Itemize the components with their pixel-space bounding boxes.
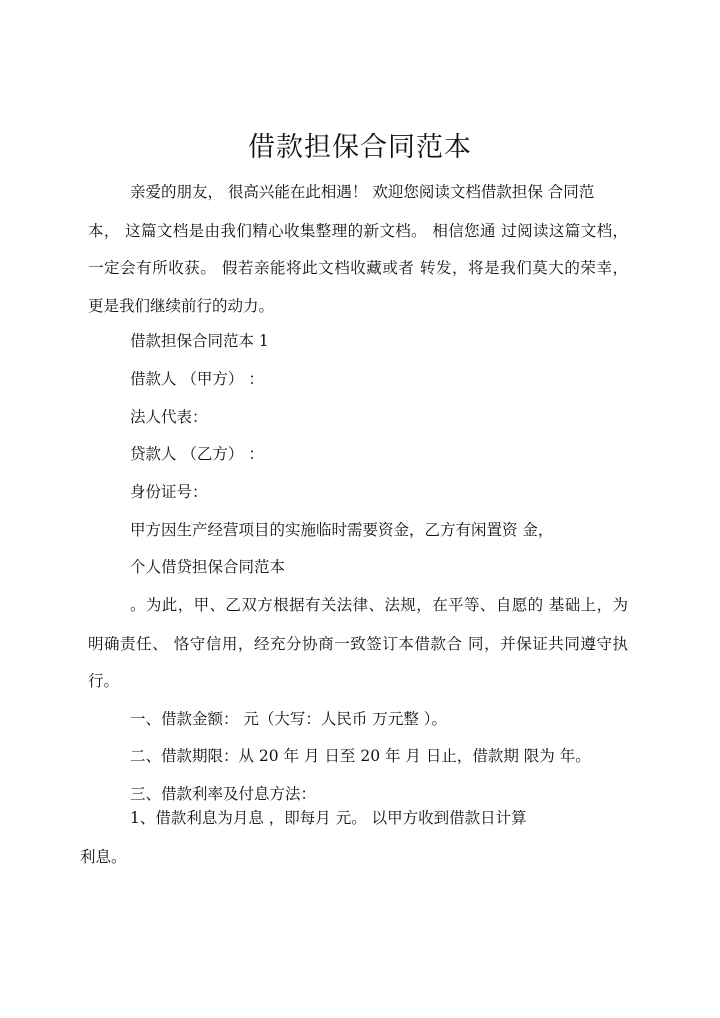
contract-name-line: 个人借贷担保合同范本	[130, 558, 286, 576]
preamble-line-1: 。为此，甲、乙双方根据有关法律、法规，在平等、自愿的 基础上，为	[130, 596, 628, 614]
preamble-line-2: 明确责任、 恪守信用，经充分协商一致签订本借款合 同，并保证共同遵守执	[88, 635, 628, 653]
context-line: 甲方因生产经营项目的实施临时需要资金，乙方有闲置资 金，	[130, 521, 554, 539]
clause-3-1-continuation: 利息。	[80, 848, 127, 866]
intro-line-4: 更是我们继续前行的动力。	[88, 297, 275, 315]
intro-line-2: 本， 这篇文档是由我们精心收集整理的新文档。 相信您通 过阅读这篇文档，	[88, 222, 628, 240]
intro-line-1: 亲爱的朋友， 很高兴能在此相遇！ 欢迎您阅读文档借款担保 合同范	[130, 183, 595, 201]
lender-line: 贷款人 （乙方） ：	[130, 445, 264, 463]
contract-subtitle: 借款担保合同范本 1	[130, 332, 269, 350]
clause-1: 一、借款金额： 元（大写：人民币 万元整 ）。	[130, 710, 448, 728]
id-number-line: 身份证号：	[130, 483, 208, 501]
clause-3: 三、借款利率及付息方法：	[130, 785, 317, 803]
borrower-line: 借款人 （甲方） ：	[130, 370, 264, 388]
clause-2: 二、借款期限：从 20 年 月 日至 20 年 月 日止，借款期 限为 年。	[130, 747, 591, 765]
clause-3-1: 1、借款利息为月息 ，即每月 元。 以甲方收到借款日计算	[130, 809, 527, 827]
legal-rep-line: 法人代表：	[130, 408, 208, 426]
intro-line-3: 一定会有所收获。 假若亲能将此文档收藏或者 转发，将是我们莫大的荣幸，	[88, 259, 628, 277]
document-title: 借款担保合同范本	[248, 132, 472, 163]
preamble-line-3: 行。	[88, 672, 120, 690]
